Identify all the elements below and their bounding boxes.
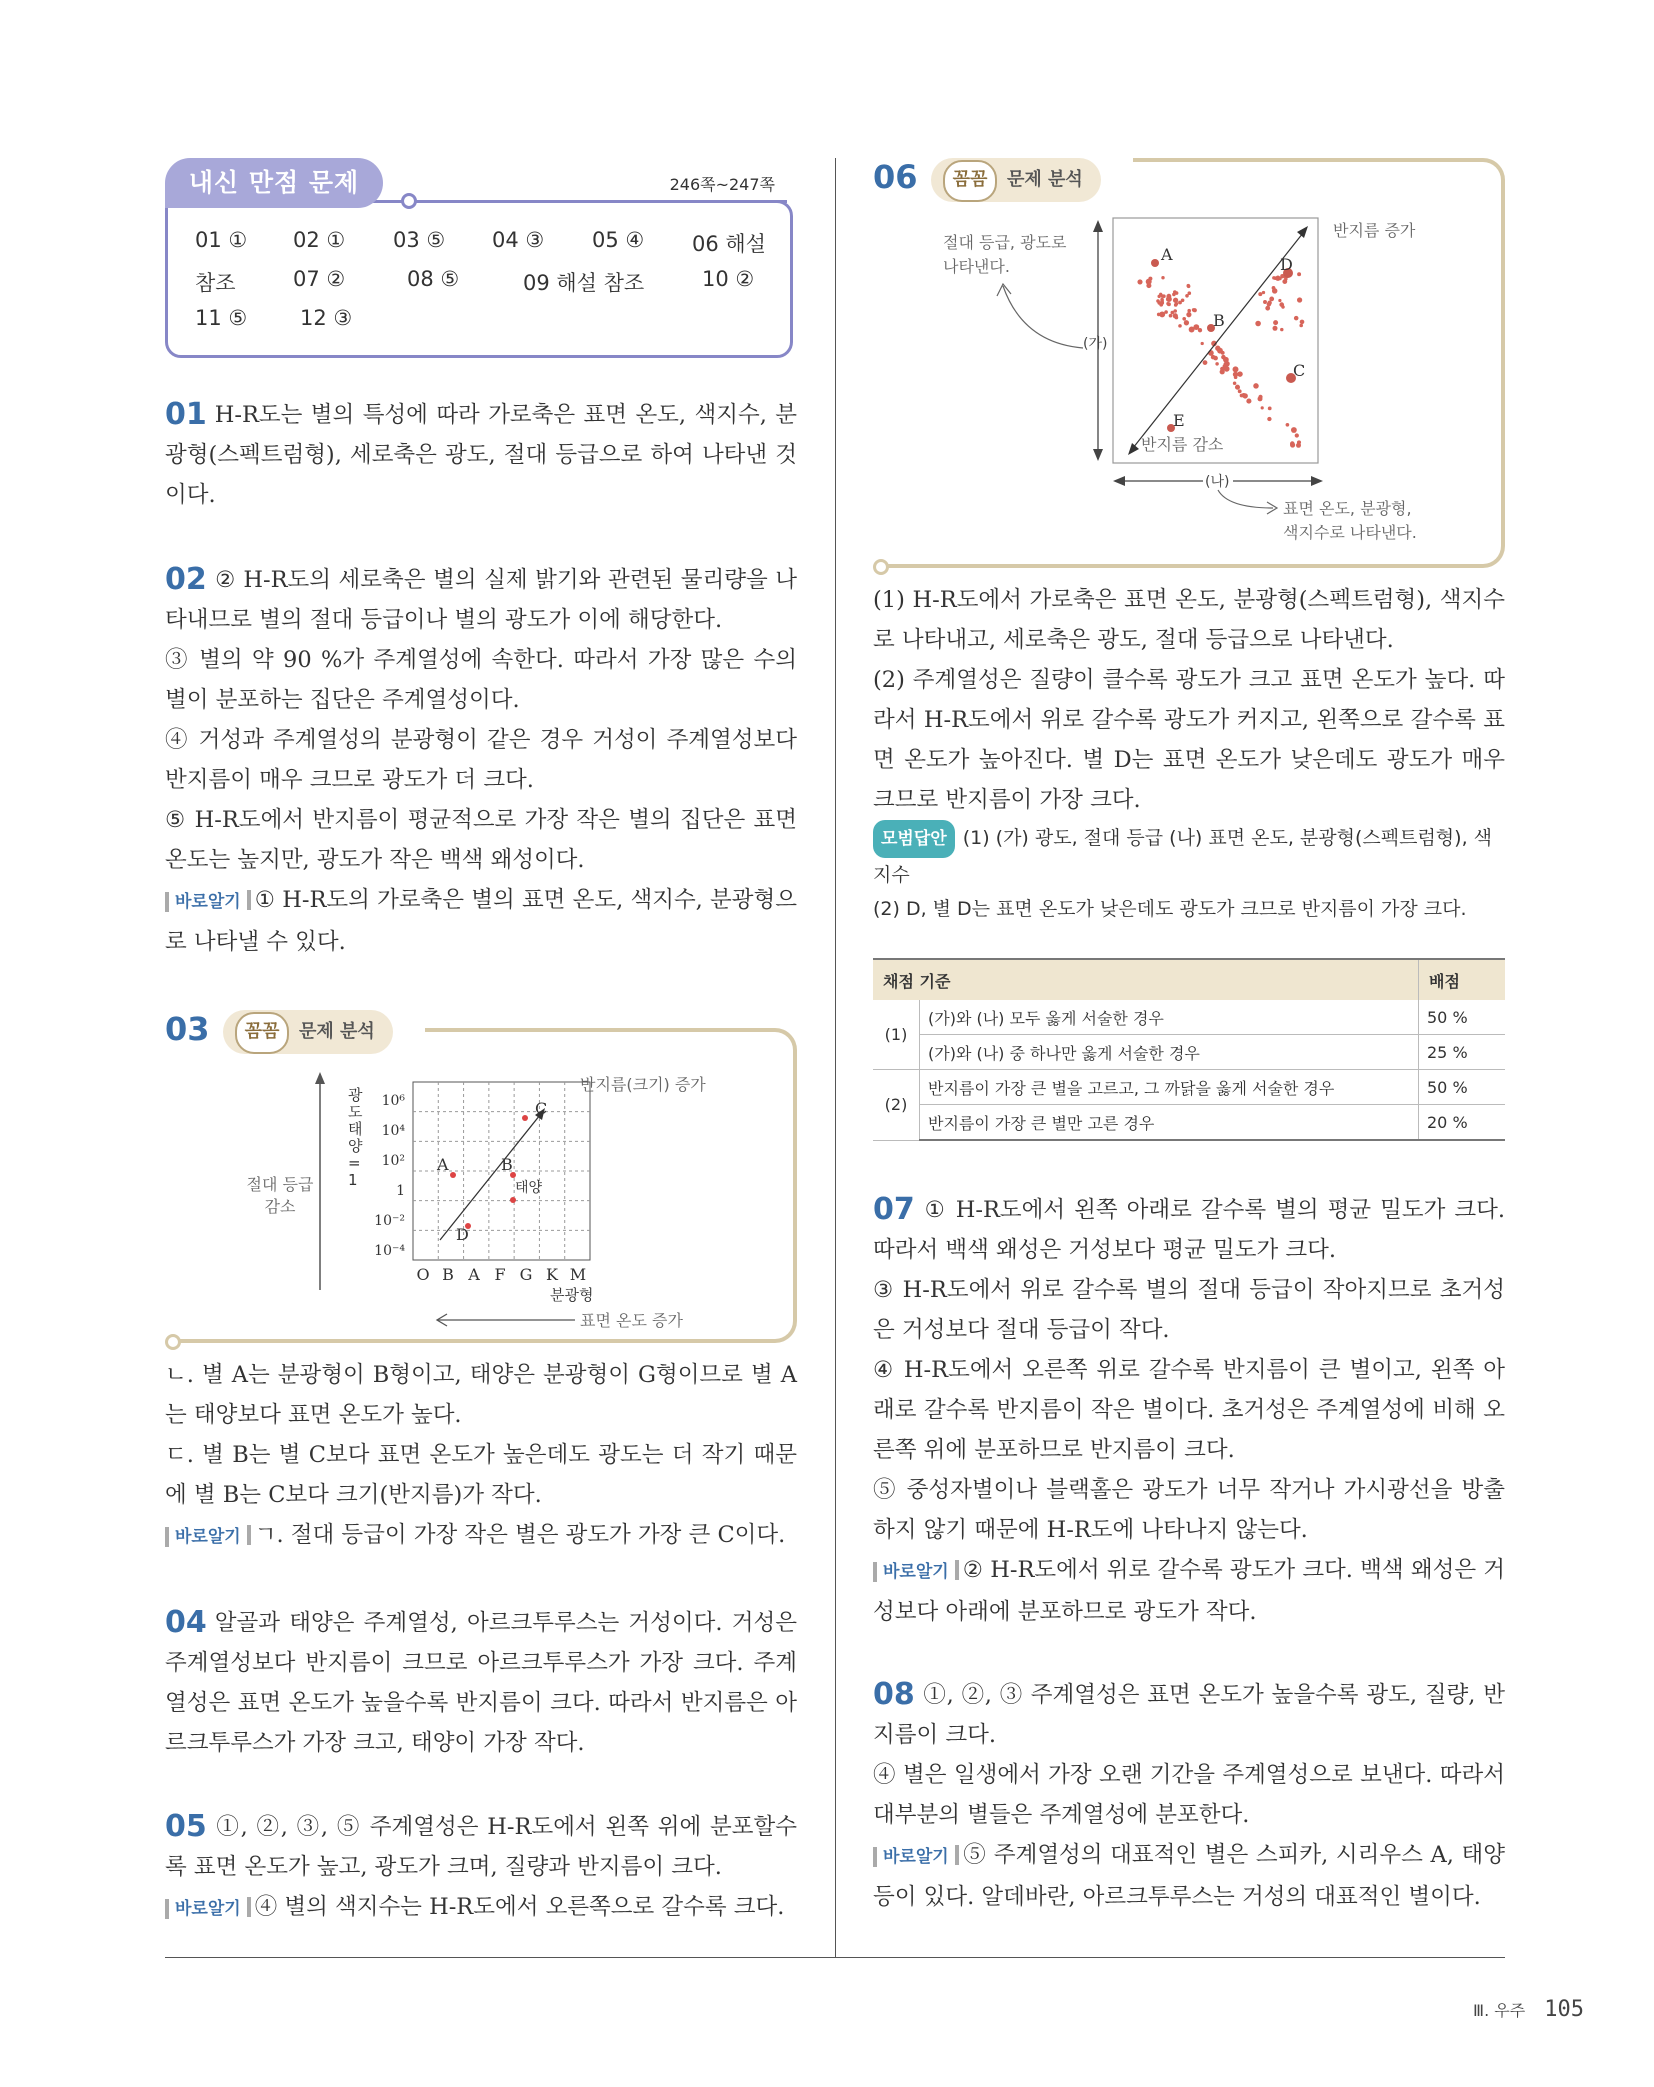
star-dot bbox=[1213, 356, 1218, 361]
table-row bbox=[873, 1035, 1505, 1070]
star-dot bbox=[1272, 288, 1277, 293]
scoring-table bbox=[873, 958, 1505, 1141]
q07-p4: ⑤ 중성자별이나 블랙홀은 광도가 너무 작거나 가시광선을 방출하지 않기 때문에 H-R도에 나타나지 않는다. bbox=[873, 1477, 1505, 1543]
answer-box-top-line bbox=[417, 200, 787, 203]
y-tick: 10⁴ bbox=[381, 1123, 405, 1139]
star-dot bbox=[1282, 279, 1287, 284]
point-c-label: C bbox=[1293, 361, 1306, 380]
star-dot bbox=[1187, 309, 1191, 313]
q06-hr-diagram bbox=[873, 198, 1505, 558]
star-dot bbox=[1258, 396, 1263, 401]
star-dot bbox=[1279, 302, 1284, 307]
q06-frame-bottom bbox=[887, 564, 1347, 568]
page-number: 105 bbox=[1544, 1997, 1584, 2022]
q08-number: 08 bbox=[873, 1677, 915, 1712]
q04-text: 알골과 태양은 주계열성, 아르크투루스는 거성이다. 거성은 주계열성보다 반지름이 크므로 아르크투루스가 가장 크다. 주계열성은 표면 온도가 높을수록 반지름이 크다. 따라서 반지름은 아르크투루스가 가장 크고, 태양이 가장 작다. bbox=[165, 1610, 797, 1756]
star-dot bbox=[1175, 316, 1179, 320]
q07-number: 07 bbox=[873, 1192, 915, 1227]
row-points: 50 % bbox=[1419, 1000, 1506, 1035]
answer-item: 07 ② bbox=[293, 267, 346, 291]
q06-number: 06 bbox=[873, 158, 918, 196]
star-dot bbox=[1233, 381, 1237, 385]
star-dot bbox=[1237, 371, 1243, 377]
row-criteria: 반지름이 가장 큰 별을 고르고, 그 까닭을 옳게 서술한 경우 bbox=[920, 1070, 1419, 1105]
row-points: 20 % bbox=[1419, 1105, 1506, 1141]
q05-text: ①, ②, ③, ⑤ 주계열성은 H-R도에서 왼쪽 위에 분포할수록 표면 온도가 높고, 광도가 크며, 질량과 반지름이 크다. bbox=[165, 1814, 797, 1880]
star-dot bbox=[1166, 302, 1169, 305]
radius-decrease-label: 반지름 감소 bbox=[1141, 435, 1224, 454]
star-dot bbox=[1268, 407, 1272, 411]
model-answer-1: (1) (가) 광도, 절대 등급 (나) 표면 온도, 분광형(스펙트럼형), 색지수 bbox=[873, 827, 1493, 886]
q07-p1: ① H-R도에서 왼쪽 아래로 갈수록 별의 평균 밀도가 크다. 따라서 백색 왜성은 거성보다 평균 밀도가 크다. bbox=[873, 1197, 1505, 1263]
answer-box bbox=[165, 150, 797, 365]
left-note-1: 절대 등급, 광도로 bbox=[943, 233, 1067, 252]
q02-tip-label: 바로알기 bbox=[165, 892, 251, 912]
star-dot bbox=[1272, 276, 1276, 280]
q02-tip: ① H-R도의 가로축은 별의 표면 온도, 색지수, 분광형으로 나타낼 수 있다. bbox=[165, 887, 797, 955]
q03-analysis-title: 문제 분석 bbox=[299, 1021, 375, 1042]
q08-p1: ①, ②, ③ 주계열성은 표면 온도가 높을수록 광도, 질량, 반지름이 크다. bbox=[873, 1682, 1505, 1748]
column-divider bbox=[835, 158, 836, 1958]
answer-item: 06 해설 bbox=[692, 232, 766, 256]
q05-tip-label: 바로알기 bbox=[165, 1899, 251, 1919]
x-tick: M bbox=[569, 1265, 587, 1284]
star-dot bbox=[1166, 296, 1172, 302]
q07-p2: ③ H-R도에서 위로 갈수록 별의 절대 등급이 작아지므로 초거성은 거성보다 절대 등급이 작다. bbox=[873, 1277, 1505, 1343]
answer-item: 01 ① bbox=[195, 228, 248, 252]
row-criteria: (가)와 (나) 중 하나만 옳게 서술한 경우 bbox=[920, 1035, 1419, 1070]
y-arrow-bottom bbox=[1093, 449, 1103, 461]
star-dot bbox=[1198, 328, 1202, 332]
star-dot bbox=[1235, 385, 1240, 390]
q03-explain bbox=[165, 1355, 797, 1557]
q04-number: 04 bbox=[165, 1605, 207, 1640]
q07 bbox=[873, 1190, 1505, 1632]
star-dot bbox=[1246, 399, 1251, 404]
x-ticks bbox=[416, 1265, 586, 1284]
model-answer-badge: 모범답안 bbox=[873, 820, 955, 858]
star-dot bbox=[1215, 362, 1218, 365]
y-tick: 10² bbox=[381, 1153, 405, 1169]
radius-increase-label: 반지름(크기) 증가 bbox=[580, 1075, 706, 1094]
star-dot bbox=[1253, 383, 1259, 389]
star-dot bbox=[1299, 324, 1303, 328]
y-tick: 1 bbox=[396, 1183, 405, 1199]
q01-text: H-R도는 별의 특성에 따라 가로축은 표면 온도, 색지수, 분광형(스펙트럼형), 세로축은 광도, 절대 등급으로 하여 나타낸 것이다. bbox=[165, 402, 797, 508]
q05-tip: ④ 별의 색지수는 H-R도에서 오른쪽으로 갈수록 크다. bbox=[254, 1894, 785, 1920]
q03-kkom-badge: 꼼꼼 bbox=[235, 1012, 289, 1054]
q02-p3: ④ 거성과 주계열성의 분광형이 같은 경우 거성이 주계열성보다 반지름이 매우 크므로 광도가 더 크다. bbox=[165, 727, 797, 793]
star-dot bbox=[1164, 310, 1168, 314]
star-dot bbox=[1169, 314, 1173, 318]
section-label: Ⅲ. 우주 bbox=[1473, 2001, 1526, 2020]
star-dot bbox=[1295, 433, 1299, 437]
q06-tag bbox=[931, 158, 1101, 202]
star-dot bbox=[1240, 394, 1244, 398]
star-dot bbox=[1297, 440, 1301, 444]
bottom-note-curve bbox=[1218, 490, 1273, 508]
q03-tag bbox=[223, 1010, 393, 1054]
model-answer-2: (2) D, 별 D는 표면 온도가 낮은데도 광도가 크므로 반지름이 가장 크다. bbox=[873, 898, 1467, 920]
radius-increase-label: 반지름 증가 bbox=[1333, 221, 1416, 240]
bottom-rule bbox=[165, 1957, 1505, 1958]
star-dot bbox=[1278, 277, 1281, 280]
star-dot bbox=[1280, 328, 1283, 331]
point-a bbox=[450, 1172, 456, 1178]
star-dot bbox=[1234, 375, 1238, 379]
row-criteria: 반지름이 가장 큰 별만 고른 경우 bbox=[920, 1105, 1419, 1141]
point-d-label: D bbox=[456, 1225, 469, 1244]
answer-item: 02 ① bbox=[293, 228, 346, 252]
x-tick: G bbox=[519, 1265, 533, 1284]
q06-explain bbox=[873, 580, 1505, 926]
left-note-curve bbox=[1003, 286, 1083, 348]
q02-number: 02 bbox=[165, 562, 207, 597]
y-tick: 10⁻² bbox=[374, 1213, 405, 1229]
x-tick: K bbox=[546, 1265, 558, 1284]
y-arrow-top bbox=[1093, 220, 1103, 232]
answer-item: 10 ② bbox=[702, 267, 755, 291]
point-a-label: A bbox=[437, 1155, 449, 1174]
table-row bbox=[873, 1105, 1505, 1141]
star-dot bbox=[1146, 279, 1152, 285]
na-label: (나) bbox=[1205, 474, 1230, 490]
star-dot bbox=[1174, 303, 1178, 307]
q06-kkom-badge: 꼼꼼 bbox=[943, 160, 997, 202]
point-a bbox=[1151, 259, 1159, 267]
star-dot bbox=[1173, 309, 1177, 313]
star-dot bbox=[1201, 342, 1204, 345]
point-d-label: D bbox=[1280, 255, 1293, 274]
main-sequence-line bbox=[440, 1115, 540, 1240]
answer-item: 04 ③ bbox=[492, 228, 545, 252]
star-dot bbox=[1267, 417, 1271, 421]
star-dot bbox=[1300, 320, 1305, 325]
q05-number: 05 bbox=[165, 1809, 207, 1844]
q03-p1: ㄴ. 별 A는 분광형이 B형이고, 태양은 분광형이 G형이므로 별 A는 태양보다 표면 온도가 높다. bbox=[165, 1362, 797, 1428]
table-row bbox=[873, 1070, 1505, 1105]
q07-tip: ② H-R도에서 위로 갈수록 광도가 크다. 백색 왜성은 거성보다 아래에 분포하므로 광도가 작다. bbox=[873, 1557, 1505, 1625]
star-dot bbox=[1178, 324, 1182, 328]
star-dot bbox=[1255, 321, 1261, 327]
q02-p4: ⑤ H-R도에서 반지름이 평균적으로 가장 작은 별의 집단은 표면 온도는 높지만, 광도가 작은 백색 왜성이다. bbox=[165, 807, 797, 873]
q05 bbox=[165, 1807, 797, 1929]
q06-analysis bbox=[873, 158, 1505, 578]
answer-item: 03 ⑤ bbox=[393, 228, 446, 252]
q07-tip-label: 바로알기 bbox=[873, 1562, 959, 1582]
star-dot bbox=[1233, 366, 1239, 372]
q03-tip: ㄱ. 절대 등급이 가장 작은 별은 광도가 가장 큰 C이다. bbox=[254, 1522, 786, 1548]
temp-increase-label: 표면 온도 증가 bbox=[580, 1311, 683, 1330]
q02-p1: ② H-R도의 세로축은 별의 실제 밝기와 관련된 물리량을 나타내므로 별의 절대 등급이나 별의 광도가 이에 해당한다. bbox=[165, 567, 797, 633]
star-dot bbox=[1267, 301, 1271, 305]
star-dot bbox=[1184, 320, 1189, 325]
star-dot bbox=[1157, 301, 1161, 305]
point-sun-label: 태양 bbox=[515, 1180, 543, 1196]
star-dot bbox=[1187, 285, 1191, 289]
star-dot bbox=[1286, 423, 1290, 427]
star-dot bbox=[1291, 427, 1297, 433]
star-dot bbox=[1294, 316, 1299, 321]
answer-item: 08 ⑤ bbox=[407, 267, 460, 291]
bottom-note-1: 표면 온도, 분광형, bbox=[1283, 499, 1412, 518]
star-dot bbox=[1157, 313, 1161, 317]
q03-tip-label: 바로알기 bbox=[165, 1527, 251, 1547]
abs-mag-label-1: 절대 등급 bbox=[246, 1175, 314, 1194]
answer-item: 12 ③ bbox=[300, 306, 353, 330]
x-axis-label: 분광형 bbox=[550, 1286, 594, 1304]
star-dot bbox=[1172, 293, 1176, 297]
answer-item: 11 ⑤ bbox=[195, 306, 248, 330]
star-dot bbox=[1243, 393, 1248, 398]
point-e-label: E bbox=[1173, 411, 1185, 430]
star-dot bbox=[1208, 350, 1214, 356]
star-dot bbox=[1186, 312, 1191, 317]
point-a-label: A bbox=[1161, 245, 1173, 264]
q02 bbox=[165, 560, 797, 962]
point-c bbox=[522, 1115, 528, 1121]
star-dot bbox=[1261, 406, 1264, 409]
star-dot bbox=[1189, 327, 1195, 333]
star-dot bbox=[1269, 296, 1274, 301]
star-dot bbox=[1203, 360, 1208, 365]
star-dot bbox=[1161, 276, 1164, 279]
q06-p2: (2) 주계열성은 질량이 클수록 광도가 크고 표면 온도가 높다. 따라서 H-R도에서 위로 갈수록 광도가 커지고, 왼쪽으로 갈수록 표면 온도가 높아진다. 별 D는 표면 온도가 낮은데도 광도가 매우 크므로 반지름이 가장 크다. bbox=[873, 667, 1505, 813]
x-arrow-right bbox=[1311, 476, 1323, 486]
q07-p3: ④ H-R도에서 오른쪽 위로 갈수록 반지름이 큰 별이고, 왼쪽 아래로 갈수록 반지름이 작은 별이다. 초거성은 주계열성에 비해 오른쪽 위에 분포하므로 반지름이 크다. bbox=[873, 1357, 1505, 1463]
row-criteria: (가)와 (나) 모두 옳게 서술한 경우 bbox=[920, 1000, 1419, 1035]
star-dot bbox=[1290, 442, 1295, 447]
x-arrow-left bbox=[1113, 476, 1125, 486]
star-dot bbox=[1265, 306, 1270, 311]
y-tick: 10⁶ bbox=[381, 1093, 405, 1109]
x-tick: B bbox=[442, 1265, 454, 1284]
q08-p2: ④ 별은 일생에서 가장 오랜 기간을 주계열성으로 보낸다. 따라서 대부분의 별들은 주계열성에 분포한다. bbox=[873, 1762, 1505, 1828]
answer-box-pages: 246쪽~247쪽 bbox=[669, 175, 775, 194]
answer-item: 05 ④ bbox=[592, 228, 645, 252]
star-dot bbox=[1258, 292, 1262, 296]
q04 bbox=[165, 1603, 797, 1763]
q02-p2: ③ 별의 약 90 %가 주계열성에 속한다. 따라서 가장 많은 수의 별이 분포하는 집단은 주계열성이다. bbox=[165, 647, 797, 713]
star-dot bbox=[1263, 300, 1267, 304]
q08-tip: ⑤ 주계열성의 대표적인 별은 스피카, 시리우스 A, 태양 등이 있다. 알데바란, 아르크투루스는 거성의 대표적인 별이다. bbox=[873, 1842, 1505, 1910]
table-row bbox=[873, 1000, 1505, 1035]
star-dot bbox=[1185, 294, 1189, 298]
q06-p1: (1) H-R도에서 가로축은 표면 온도, 분광형(스펙트럼형), 색지수로 나타내고, 세로축은 광도, 절대 등급으로 나타낸다. bbox=[873, 587, 1505, 653]
star-dot bbox=[1273, 320, 1278, 325]
star-dot bbox=[1223, 357, 1229, 363]
star-dot bbox=[1173, 298, 1178, 303]
q03-p2: ㄷ. 별 B는 별 C보다 표면 온도가 높은데도 광도는 더 작기 때문에 별 B는 C보다 크기(반지름)가 작다. bbox=[165, 1442, 797, 1508]
left-column bbox=[165, 150, 797, 1920]
star-dot bbox=[1297, 272, 1301, 276]
point-sun bbox=[510, 1197, 516, 1203]
abs-mag-label-2: 감소 bbox=[264, 1197, 296, 1216]
star-dot bbox=[1182, 317, 1186, 321]
row-sub: (1) bbox=[873, 1000, 920, 1070]
star-dot bbox=[1161, 294, 1165, 298]
x-tick: F bbox=[494, 1265, 506, 1284]
row-points: 50 % bbox=[1419, 1070, 1506, 1105]
star-dot bbox=[1262, 291, 1265, 294]
left-note-2: 나타낸다. bbox=[943, 257, 1010, 276]
star-dot bbox=[1223, 364, 1227, 368]
point-b-label: B bbox=[1213, 311, 1225, 330]
row-sub: (2) bbox=[873, 1070, 920, 1141]
q03-hr-diagram bbox=[165, 1060, 797, 1360]
star-dot bbox=[1278, 299, 1281, 302]
x-tick: A bbox=[468, 1265, 480, 1284]
star-dot bbox=[1297, 297, 1302, 302]
q06-frame-dot bbox=[873, 559, 889, 575]
row-points: 25 % bbox=[1419, 1035, 1506, 1070]
answer-item: 참조 bbox=[195, 271, 236, 295]
star-dot bbox=[1220, 369, 1225, 374]
point-b-label: B bbox=[501, 1155, 513, 1174]
star-dot bbox=[1217, 348, 1223, 354]
q03-header bbox=[165, 1010, 797, 1062]
answer-box-frame bbox=[165, 200, 793, 358]
y-ticks bbox=[374, 1093, 405, 1259]
q01 bbox=[165, 395, 797, 515]
q08-tip-label: 바로알기 bbox=[873, 1847, 959, 1867]
y-tick: 10⁻⁴ bbox=[374, 1243, 405, 1259]
star-dot bbox=[1192, 308, 1196, 312]
answer-box-title: 내신 만점 문제 bbox=[165, 158, 383, 208]
q06-analysis-title: 문제 분석 bbox=[1007, 169, 1083, 190]
star-dot bbox=[1272, 326, 1277, 331]
answer-box-dot bbox=[401, 193, 417, 209]
star-dot bbox=[1238, 389, 1242, 393]
q03-number: 03 bbox=[165, 1010, 210, 1048]
scoring-header-points: 배점 bbox=[1419, 959, 1506, 1000]
x-tick: O bbox=[416, 1265, 430, 1284]
star-dot bbox=[1137, 279, 1142, 284]
bottom-note-2: 색지수로 나타낸다. bbox=[1283, 523, 1417, 542]
page-footer bbox=[1473, 1997, 1584, 2022]
scoring-table-wrap bbox=[873, 958, 1505, 1141]
q08 bbox=[873, 1675, 1505, 1917]
q01-number: 01 bbox=[165, 397, 207, 432]
star-dot bbox=[1181, 299, 1185, 303]
ga-label: (가) bbox=[1083, 336, 1108, 352]
answer-item: 09 해설 참조 bbox=[523, 271, 645, 295]
point-c-label: C bbox=[535, 1099, 548, 1118]
scoring-header-criteria: 채점 기준 bbox=[873, 959, 1419, 1000]
y-axis-label: 광 도 태 양 = 1 bbox=[348, 1086, 363, 1189]
abs-mag-arrowhead bbox=[315, 1072, 325, 1084]
